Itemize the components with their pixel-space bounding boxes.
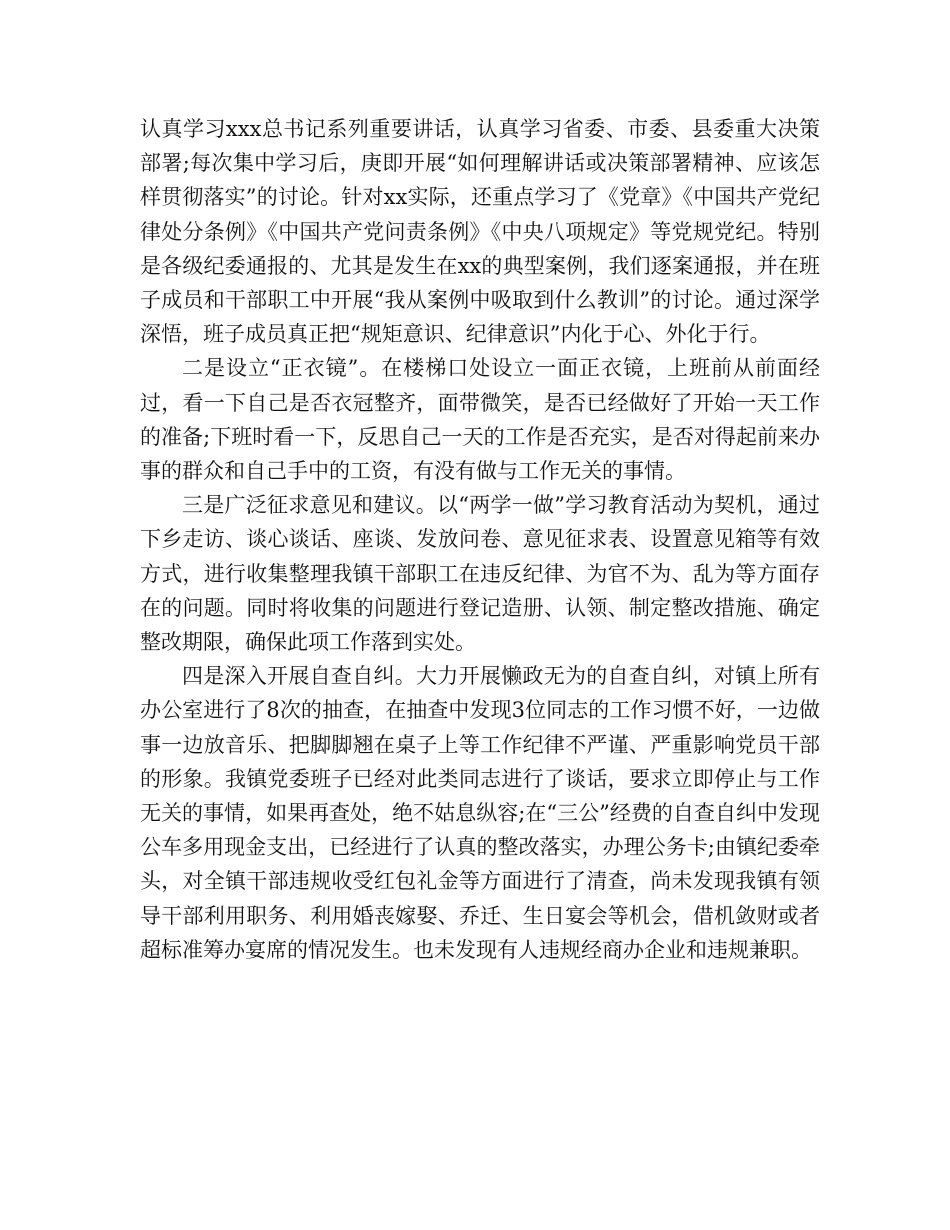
paragraph-self-inspection: 四是深入开展自查自纠。大力开展懒政无为的自查自纠，对镇上所有办公室进行了8次的抽查，在抽查中发现3位同志的工作习惯不好，一边做事一边放音乐、把脚脚翘在桌子上等工作纪律不严谨、严重影响党员干部的形象。我镇党委班子已经对此类同志进行了谈话，要求立即停止与工作无关的事情，如果再查处，绝不姑息纵容;在“三公”经费的自查自纠中发现公车多用现金支出，已经进行了认真的整改落实，办理公务卡;由镇纪委牵头，对全镇干部违规收受红包礼金等方面进行了清查，尚未发现我镇有领导干部利用职务、利用婚丧嫁娶、乔迁、生日宴会等机会，借机敛财或者超标准筹办宴席的情况发生。也未发现有人违规经商办企业和违规兼职。	[140, 664, 820, 962]
document-body	[140, 112, 820, 967]
paragraph-mirror: 二是设立“正衣镜”。在楼梯口处设立一面正衣镜，上班前从前面经过，看一下自己是否衣冠整齐，面带微笑，是否已经做好了开始一天工作的准备;下班时看一下，反思自己一天的工作是否充实，是否对得起前来办事的群众和自己手中的工资，有没有做与工作无关的事情。	[140, 356, 820, 484]
paragraph-solicit-opinions: 三是广泛征求意见和建议。以“两学一做”学习教育活动为契机，通过下乡走访、谈心谈话、座谈、发放问卷、意见征求表、设置意见箱等有效方式，进行收集整理我镇干部职工在违反纪律、为官不为、乱为等方面存在的问题。同时将收集的问题进行登记造册、认领、制定整改措施、确定整改期限，确保此项工作落到实处。	[140, 493, 820, 655]
paragraph-continued-study: 认真学习xxx总书记系列重要讲话，认真学习省委、市委、县委重大决策部署;每次集中学习后，庚即开展“如何理解讲话或决策部署精神、应该怎样贯彻落实”的讨论。针对xx实际，还重点学习了《党章》《中国共产党纪律处分条例》《中国共产党问责条例》《中央八项规定》等党规党纪。特别是各级纪委通报的、尤其是发生在xx的典型案例，我们逐案通报，并在班子成员和干部职工中开展“我从案例中吸取到什么教训”的讨论。通过深学深悟，班子成员真正把“规矩意识、纪律意识”内化于心、外化于行。	[140, 117, 820, 347]
